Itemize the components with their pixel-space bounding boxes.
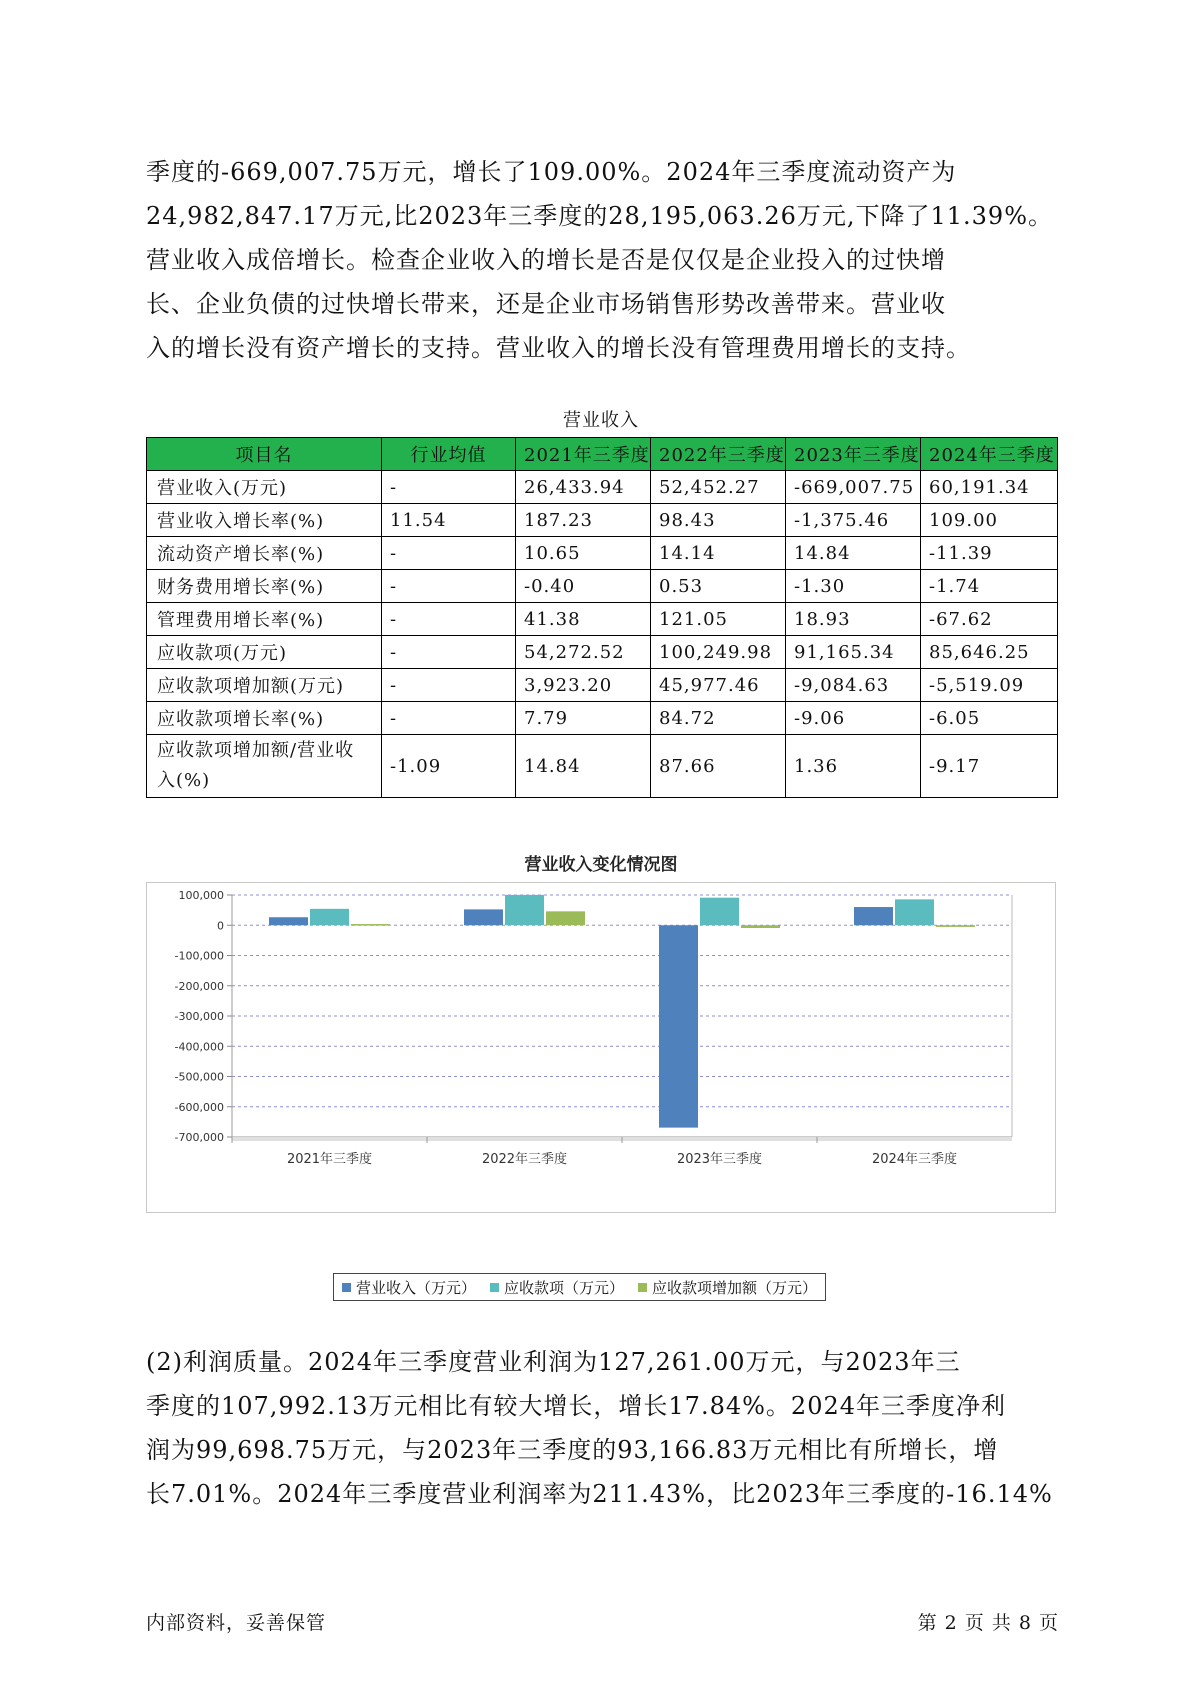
paragraph-line: 长7.01%。2024年三季度营业利润率为211.43%，比2023年三季度的-16.14%	[146, 1480, 1053, 1508]
paragraph-line: 季度的107,992.13万元相比有较大增长，增长17.84%。2024年三季度净利	[146, 1392, 1007, 1420]
table-row	[147, 471, 1058, 504]
table-cell: -	[382, 636, 516, 669]
table-cell: 54,272.52	[516, 636, 651, 669]
table-cell: -669,007.75	[786, 471, 921, 504]
table-cell: -9.17	[921, 735, 1058, 798]
y-tick-label: -100,000	[174, 949, 224, 963]
table-cell: -11.39	[921, 537, 1058, 570]
table-row	[147, 735, 1058, 798]
table-cell: -9,084.63	[786, 669, 921, 702]
bar	[505, 895, 544, 925]
table-cell: 3,923.20	[516, 669, 651, 702]
table-cell: 100,249.98	[651, 636, 786, 669]
footer-confidential-note: 内部资料，妥善保管	[146, 1612, 327, 1634]
table-cell: -	[382, 669, 516, 702]
table-cell: 87.66	[651, 735, 786, 798]
legend-label: 应收款项增加额（万元）	[652, 1278, 818, 1297]
bar	[741, 925, 780, 928]
table-cell: -9.06	[786, 702, 921, 735]
table-cell: -	[382, 537, 516, 570]
table-cell: 14.84	[516, 735, 651, 798]
table-row	[147, 570, 1058, 603]
bar	[269, 917, 308, 925]
table-cell: 流动资产增长率(%)	[147, 537, 382, 570]
table-cell: 41.38	[516, 603, 651, 636]
table-cell: 应收款项增长率(%)	[147, 702, 382, 735]
table-cell: -	[382, 471, 516, 504]
revenue-chart	[146, 850, 1056, 1310]
table-cell: -	[382, 702, 516, 735]
bar	[700, 898, 739, 926]
table-caption: 营业收入	[563, 410, 639, 431]
table-cell: 14.84	[786, 537, 921, 570]
table-row	[147, 603, 1058, 636]
table-row	[147, 702, 1058, 735]
table-cell: 85,646.25	[921, 636, 1058, 669]
table-row	[147, 537, 1058, 570]
legend-label: 营业收入（万元）	[356, 1278, 477, 1297]
table-row	[147, 504, 1058, 537]
paragraph-line: 入的增长没有资产增长的支持。营业收入的增长没有管理费用增长的支持。	[146, 334, 971, 362]
paragraph-line: 润为99,698.75万元，与2023年三季度的93,166.83万元相比有所增长，增	[146, 1436, 999, 1464]
table-cell: 财务费用增长率(%)	[147, 570, 382, 603]
legend-item	[638, 1277, 817, 1298]
body-paragraph-1	[146, 150, 1061, 370]
body-paragraph-2	[146, 1340, 1061, 1516]
y-tick-label: -400,000	[174, 1040, 224, 1054]
paragraph-line: 季度的-669,007.75万元，增长了109.00%。2024年三季度流动资产为	[146, 158, 957, 186]
bar	[895, 899, 934, 925]
table-cell: -1.30	[786, 570, 921, 603]
y-tick-label: -200,000	[174, 979, 224, 993]
table-cell: 26,433.94	[516, 471, 651, 504]
y-tick-label: -700,000	[174, 1131, 224, 1144]
chart-legend	[333, 1273, 826, 1301]
table-cell: 营业收入增长率(%)	[147, 504, 382, 537]
table-row	[147, 636, 1058, 669]
y-tick-label: 0	[217, 919, 224, 933]
table-cell: 1.36	[786, 735, 921, 798]
legend-swatch	[490, 1283, 499, 1292]
table-row	[147, 669, 1058, 702]
table-cell: -1,375.46	[786, 504, 921, 537]
table-cell: 应收款项增加额(万元)	[147, 669, 382, 702]
table-header-cell: 2022年三季度	[651, 438, 786, 471]
legend-swatch	[342, 1283, 351, 1292]
table-cell: 0.53	[651, 570, 786, 603]
bar	[854, 907, 893, 925]
paragraph-line: 营业收入成倍增长。检查企业收入的增长是否是仅仅是企业投入的过快增	[146, 246, 946, 274]
table-cell: 98.43	[651, 504, 786, 537]
table-cell: 109.00	[921, 504, 1058, 537]
table-cell: 应收款项增加额/营业收入(%)	[147, 735, 382, 798]
table-header-cell: 项目名	[147, 438, 382, 471]
table-cell: -1.74	[921, 570, 1058, 603]
table-header-cell: 2024年三季度	[921, 438, 1058, 471]
table-cell: -	[382, 603, 516, 636]
table-cell: 7.79	[516, 702, 651, 735]
table-header-cell: 2023年三季度	[786, 438, 921, 471]
legend-item	[490, 1277, 624, 1298]
table-cell: -5,519.09	[921, 669, 1058, 702]
paragraph-line: (2)利润质量。2024年三季度营业利润为127,261.00万元，与2023年三	[146, 1348, 961, 1376]
table-header-row	[147, 438, 1058, 471]
table-cell: 121.05	[651, 603, 786, 636]
legend-label: 应收款项（万元）	[504, 1278, 625, 1297]
table-cell: 营业收入(万元)	[147, 471, 382, 504]
x-tick-label: 2024年三季度	[871, 1152, 958, 1167]
table-cell: 18.93	[786, 603, 921, 636]
table-cell: 应收款项(万元)	[147, 636, 382, 669]
legend-item	[342, 1277, 476, 1298]
bar	[546, 911, 585, 925]
x-tick-label: 2021年三季度	[286, 1152, 373, 1167]
table-cell: 91,165.34	[786, 636, 921, 669]
bar	[464, 909, 503, 925]
legend-swatch	[638, 1283, 647, 1292]
table-cell: 60,191.34	[921, 471, 1058, 504]
x-tick-label: 2023年三季度	[676, 1152, 763, 1167]
footer-page-number: 第 2 页 共 8 页	[917, 1612, 1059, 1634]
paragraph-line: 长、企业负债的过快增长带来，还是企业市场销售形势改善带来。营业收	[146, 290, 946, 318]
revenue-table	[146, 437, 1058, 798]
table-cell: 45,977.46	[651, 669, 786, 702]
bar	[351, 924, 390, 926]
table-cell: -1.09	[382, 735, 516, 798]
table-cell: -	[382, 570, 516, 603]
table-cell: -0.40	[516, 570, 651, 603]
table-cell: 52,452.27	[651, 471, 786, 504]
y-tick-label: -300,000	[174, 1010, 224, 1023]
table-cell: 14.14	[651, 537, 786, 570]
y-tick-label: -600,000	[174, 1100, 224, 1114]
table-header-cell: 2021年三季度	[516, 438, 651, 471]
table-cell: -6.05	[921, 702, 1058, 735]
y-tick-label: -500,000	[174, 1070, 224, 1084]
paragraph-line: 24,982,847.17万元,比2023年三季度的28,195,063.26万元,下降了11.39%。	[146, 202, 1054, 230]
table-cell: 84.72	[651, 702, 786, 735]
table-cell: 11.54	[382, 504, 516, 537]
x-tick-label: 2022年三季度	[481, 1152, 568, 1167]
table-cell: 10.65	[516, 537, 651, 570]
bar	[659, 925, 698, 1127]
bar	[936, 925, 975, 927]
table-cell: 管理费用增长率(%)	[147, 603, 382, 636]
table-header-cell: 行业均值	[382, 438, 516, 471]
table-cell: -67.62	[921, 603, 1058, 636]
y-tick-label: 100,000	[178, 889, 224, 902]
table-cell: 187.23	[516, 504, 651, 537]
chart-canvas	[146, 850, 1056, 1270]
chart-title: 营业收入变化情况图	[524, 855, 678, 875]
bar	[310, 909, 349, 925]
